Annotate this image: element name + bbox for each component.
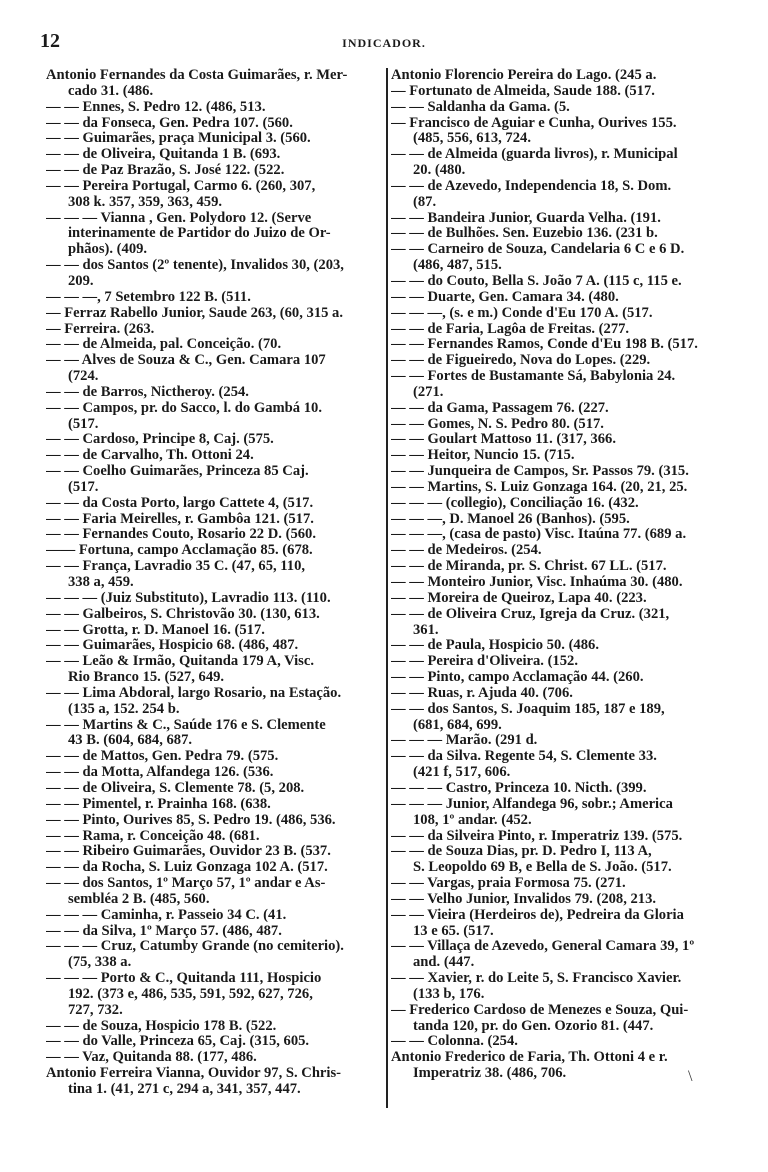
entry-line: — — — (Juiz Substituto), Lavradio 113. (110.	[46, 590, 331, 606]
entry-line: — — Monteiro Junior, Visc. Inhaúma 30. (480.	[391, 575, 683, 590]
entry-continuation-line: (517.	[68, 479, 99, 495]
entry-line: — — Junqueira de Campos, Sr. Passos 79. (315.	[391, 464, 689, 480]
entry-line: —— Fortuna, campo Acclamação 85. (678.	[46, 543, 313, 559]
right-column	[391, 68, 759, 1082]
left-column	[46, 68, 384, 1098]
entry-line: — — Pinto, campo Acclamação 44. (260.	[391, 670, 644, 686]
entry-line: — — Lima Abdoral, largo Rosario, na Estação.	[46, 685, 342, 701]
entry-line: — — Pereira Portugal, Carmo 6. (260, 307,	[46, 178, 316, 194]
entry-line: — — Moreira de Queiroz, Lapa 40. (223.	[391, 590, 647, 606]
entry-line: — — — (collegio), Conciliação 16. (432.	[391, 495, 639, 511]
entry-line: — — Ennes, S. Pedro 12. (486, 513.	[46, 99, 266, 115]
entry-line: — — de Almeida (guarda livros), r. Municipal	[391, 147, 678, 163]
entry-line: Antonio Ferreira Vianna, Ouvidor 97, S. Chris-	[46, 1066, 342, 1082]
entry-line: — — da Silva, 1º Março 57. (486, 487.	[46, 923, 282, 939]
entry-line: — — — Vianna , Gen. Polydoro 12. (Serve	[46, 210, 312, 226]
entry-line: — — da Silveira Pinto, r. Imperatriz 139. (575.	[391, 828, 683, 844]
entry-line: — — Pinto, Ourives 85, S. Pedro 19. (486, 536.	[46, 812, 336, 828]
entry-continuation-line: Imperatriz 38. (486, 706.	[413, 1066, 567, 1082]
entry-line: Antonio Florencio Pereira do Lago. (245 a.	[391, 68, 657, 83]
entry-continuation-line: 43 B. (604, 684, 687.	[68, 733, 193, 749]
entry-line: — — Goulart Mattoso 11. (317, 366.	[391, 432, 616, 448]
entry-continuation-line: (486, 487, 515.	[413, 258, 502, 274]
entry-continuation-line: tina 1. (41, 271 c, 294 a, 341, 357, 447.	[68, 1082, 301, 1097]
entry-line: — — Guimarães, Hospicio 68. (486, 487.	[46, 638, 299, 654]
entry-line: — — Pereira d'Oliveira. (152.	[391, 654, 578, 670]
entry-line: — — da Silva. Regente 54, S. Clemente 33.	[391, 749, 657, 765]
entry-line: — — — Porto & C., Quitanda 111, Hospicio	[46, 971, 322, 987]
entry-line: — — Rama, r. Conceição 48. (681.	[46, 828, 260, 844]
entry-line: — — —, D. Manoel 26 (Banhos). (595.	[391, 511, 630, 527]
entry-line: — — Ruas, r. Ajuda 40. (706.	[391, 685, 573, 701]
entry-continuation-line: 192. (373 e, 486, 535, 591, 592, 627, 726,	[68, 986, 313, 1002]
entry-line: Antonio Frederico de Faria, Th. Ottoni 4 e r.	[391, 1050, 668, 1066]
entry-line: — — Fortes de Bustamante Sá, Babylonia 24.	[391, 369, 676, 385]
entry-line: — — —, (casa de pasto) Visc. Itaúna 77. (689 a.	[391, 527, 687, 543]
entry-line: — — — Junior, Alfandega 96, sobr.; America	[391, 796, 673, 812]
entry-line: — Fortunato de Almeida, Saude 188. (517.	[391, 83, 655, 99]
entry-line: — — —, 7 Setembro 122 B. (511.	[46, 289, 251, 305]
entry-line: — — da Motta, Alfandega 126. (536.	[46, 765, 274, 781]
entry-line: — — de Medeiros. (254.	[391, 543, 542, 559]
entry-line: — — — Marão. (291 d.	[391, 733, 538, 749]
entry-line: — — Fernandes Couto, Rosario 22 D. (560.	[46, 527, 316, 543]
entry-line: — — Martins, S. Luiz Gonzaga 164. (20, 21, 25.	[391, 479, 688, 495]
entry-line: — — Martins & C., Saúde 176 e S. Clemente	[46, 717, 326, 733]
entry-continuation-line: (133 b, 176.	[413, 986, 485, 1002]
entry-line: — — Ribeiro Guimarães, Ouvidor 23 B. (537.	[46, 844, 331, 860]
entry-continuation-line: (421 f, 517, 606.	[413, 765, 511, 781]
entry-continuation-line: S. Leopoldo 69 B, e Bella de S. João. (517.	[413, 860, 672, 876]
entry-line: — — de Oliveira Cruz, Igreja da Cruz. (321,	[391, 606, 670, 622]
entry-line: — — de Barros, Nictheroy. (254.	[46, 384, 249, 400]
entry-continuation-line: (271.	[413, 384, 444, 400]
entry-line: — — dos Santos, S. Joaquim 185, 187 e 189,	[391, 701, 665, 717]
entry-line: — — de Paz Brazão, S. José 122. (522.	[46, 163, 285, 179]
entry-line: — — Vieira (Herdeiros de), Pedreira da Gloria	[391, 907, 684, 923]
entry-continuation-line: cado 31. (486.	[68, 83, 154, 99]
entry-line: — — Gomes, N. S. Pedro 80. (517.	[391, 416, 604, 432]
entry-line: — — de Souza, Hospicio 178 B. (522.	[46, 1018, 277, 1034]
entry-continuation-line: (681, 684, 699.	[413, 717, 502, 733]
entry-line: — — — Castro, Princeza 10. Nicth. (399.	[391, 780, 647, 796]
entry-line: — — Coelho Guimarães, Princeza 85 Caj.	[46, 464, 309, 480]
entry-line: — — — Cruz, Catumby Grande (no cemiterio).	[46, 939, 344, 955]
entry-line: — — Vaz, Quitanda 88. (177, 486.	[46, 1050, 257, 1066]
entry-line: — — de Bulhões. Sen. Euzebio 136. (231 b.	[391, 226, 658, 242]
entry-line: — — Duarte, Gen. Camara 34. (480.	[391, 289, 619, 305]
entry-line: — Frederico Cardoso de Menezes e Souza, Qui-	[391, 1002, 689, 1018]
entry-line: — — de Paula, Hospicio 50. (486.	[391, 638, 599, 654]
entry-line: — — Carneiro de Souza, Candelaria 6 C e 6 D.	[391, 242, 685, 258]
entry-line: — — Galbeiros, S. Christovão 30. (130, 613.	[46, 606, 320, 622]
entry-continuation-line: (485, 556, 613, 724.	[413, 131, 531, 147]
entry-line: — — de Faria, Lagôa de Freitas. (277.	[391, 321, 630, 337]
entry-continuation-line: (75, 338 a.	[68, 955, 132, 971]
entry-line: — — de Figueiredo, Nova do Lopes. (229.	[391, 353, 651, 369]
entry-line: — — Leão & Irmão, Quitanda 179 A, Visc.	[46, 654, 314, 670]
entry-line: — — da Costa Porto, largo Cattete 4, (517.	[46, 495, 314, 511]
entry-continuation-line: tanda 120, pr. do Gen. Ozorio 81. (447.	[413, 1018, 654, 1034]
entry-continuation-line: 727, 732.	[68, 1002, 123, 1018]
entry-line: — — de Miranda, pr. S. Christ. 67 LL. (517.	[391, 559, 667, 575]
entry-line: — — — Caminha, r. Passeio 34 C. (41.	[46, 907, 287, 923]
entry-line: — — de Oliveira, S. Clemente 78. (5, 208.	[46, 780, 305, 796]
page-number: 12	[40, 30, 60, 52]
entry-continuation-line: 308 k. 357, 359, 363, 459.	[68, 194, 223, 210]
entry-line: — Ferraz Rabello Junior, Saude 263, (60, 315 a.	[46, 305, 344, 321]
entry-line: — — dos Santos (2º tenente), Invalidos 30, (203,	[46, 258, 344, 274]
entry-line: — — da Fonseca, Gen. Pedra 107. (560.	[46, 115, 293, 131]
entry-continuation-line: (135 a, 152. 254 b.	[68, 701, 180, 717]
entry-continuation-line: and. (447.	[413, 955, 475, 971]
entry-line: — — Campos, pr. do Sacco, l. do Gambá 10.	[46, 400, 322, 416]
entry-line: — — de Carvalho, Th. Ottoni 24.	[46, 448, 254, 464]
entry-line: — — França, Lavradio 35 C. (47, 65, 110,	[46, 559, 306, 575]
entry-continuation-line: 108, 1º andar. (452.	[413, 812, 532, 828]
entry-continuation-line: 20. (480.	[413, 163, 466, 179]
entry-line: — — —, (s. e m.) Conde d'Eu 170 A. (517.	[391, 305, 653, 321]
entry-line: — — Faria Meirelles, r. Gambôa 121. (517.	[46, 511, 314, 527]
entry-line: — — Alves de Souza & C., Gen. Camara 107	[46, 353, 326, 369]
entry-line: — — Colonna. (254.	[391, 1034, 518, 1050]
entry-line: — — de Souza Dias, pr. D. Pedro I, 113 A,	[391, 844, 652, 860]
entry-line: — — da Rocha, S. Luiz Gonzaga 102 A. (517.	[46, 860, 328, 876]
entry-line: — — de Almeida, pal. Conceição. (70.	[46, 337, 282, 353]
running-title: INDICADOR.	[342, 36, 426, 50]
entry-line: — — dos Santos, 1º Março 57, 1º andar e As-	[46, 876, 326, 892]
entry-line: — — Pimentel, r. Prainha 168. (638.	[46, 796, 271, 812]
entry-line: — — Fernandes Ramos, Conde d'Eu 198 B. (517.	[391, 337, 698, 353]
entry-continuation-line: (517.	[68, 416, 99, 432]
entry-line: — — do Couto, Bella S. João 7 A. (115 c, 115 e.	[391, 273, 682, 289]
entry-continuation-line: 361.	[413, 622, 439, 638]
entry-line: — — de Azevedo, Independencia 18, S. Dom.	[391, 178, 672, 194]
entry-continuation-line: (87.	[413, 194, 437, 210]
entry-line: — — de Oliveira, Quitanda 1 B. (693.	[46, 147, 281, 163]
entry-continuation-line: Rio Branco 15. (527, 649.	[68, 670, 225, 686]
entry-continuation-line: 209.	[68, 273, 94, 289]
entry-line: — — Velho Junior, Invalidos 79. (208, 213.	[391, 891, 657, 907]
entry-line: — — Saldanha da Gama. (5.	[391, 99, 570, 115]
ink-mark: \	[688, 1068, 693, 1085]
entry-line: — — Vargas, praia Formosa 75. (271.	[391, 876, 626, 892]
entry-line: Antonio Fernandes da Costa Guimarães, r. Mer-	[46, 68, 348, 83]
entry-line: — — Grotta, r. D. Manoel 16. (517.	[46, 622, 265, 638]
entry-line: — — Guimarães, praça Municipal 3. (560.	[46, 131, 311, 147]
entry-continuation-line: (724.	[68, 369, 99, 385]
column-divider	[386, 68, 388, 1108]
entry-line: — Ferreira. (263.	[46, 321, 155, 337]
entry-line: — — Villaça de Azevedo, General Camara 39, 1º	[391, 939, 695, 955]
entry-continuation-line: 338 a, 459.	[68, 575, 134, 590]
entry-continuation-line: 13 e 65. (517.	[413, 923, 494, 939]
entry-line: — Francisco de Aguiar e Cunha, Ourives 155.	[391, 115, 677, 131]
entry-continuation-line: interinamente de Partidor do Juizo de Or-	[68, 226, 331, 242]
entry-line: — — Heitor, Nuncio 15. (715.	[391, 448, 575, 464]
entry-line: — — do Valle, Princeza 65, Caj. (315, 605.	[46, 1034, 310, 1050]
entry-continuation-line: phãos). (409.	[68, 242, 148, 258]
entry-line: — — da Gama, Passagem 76. (227.	[391, 400, 609, 416]
entry-line: — — Bandeira Junior, Guarda Velha. (191.	[391, 210, 661, 226]
entry-line: — — de Mattos, Gen. Pedra 79. (575.	[46, 749, 279, 765]
entry-line: — — Xavier, r. do Leite 5, S. Francisco Xavier.	[391, 971, 682, 987]
entry-line: — — Cardoso, Principe 8, Caj. (575.	[46, 432, 274, 448]
entry-continuation-line: sembléa 2 B. (485, 560.	[68, 891, 210, 907]
